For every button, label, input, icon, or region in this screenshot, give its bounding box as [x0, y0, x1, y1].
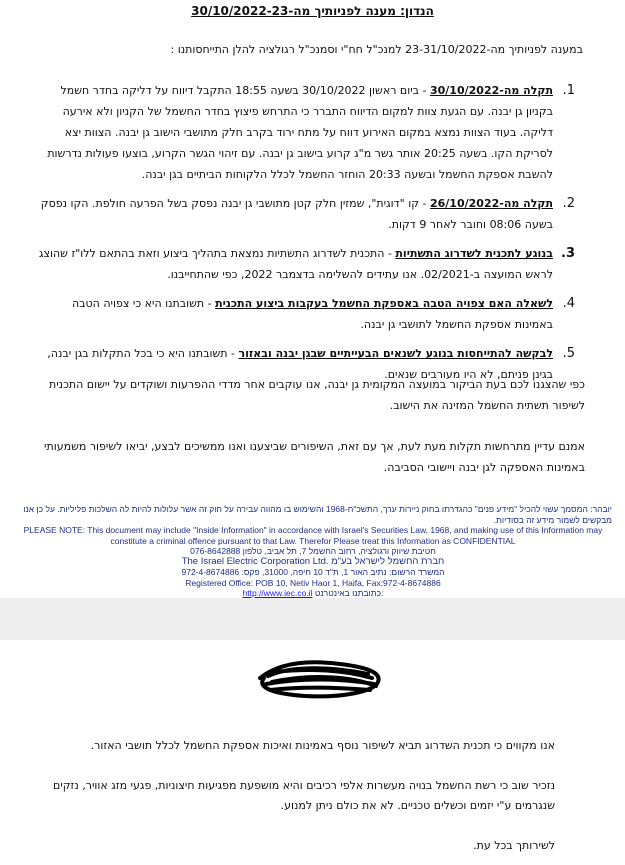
intro-paragraph: במענה לפניותיך מה-23-31/10/2022 למנכ"ל חח"י וסמנכ"ל רגולציה להלן התייחסותנו :	[170, 43, 583, 56]
page-separator	[0, 598, 625, 640]
footer-department: חטיבת שיווק ורגולציה, רחוב החשמל 7, תל אביב, טלפון 076-8642888	[190, 546, 436, 556]
page2-signoff: לשירותך בכל עת.	[473, 839, 555, 852]
item-heading: תקלה מה-26/10/2022	[429, 197, 553, 210]
letter-subject: הנדון: מענה לפניותיך מה-30/10/2022-23	[191, 4, 434, 18]
footer-disclaimer-english: PLEASE NOTE: This document may include "Inside Information" in accordance with Israel's Securities Law, 1968, and making use of this Information may constitute a criminal offence pursuant to that Law. Therefor Please treat this Information as CONFIDENTIAL	[23, 525, 603, 546]
item-text: - התכנית לשדרוג התשתיות נמצאת בתהליך ביצוע וזאת בהתאם ללו"ז שהוצג לראש המועצה ב-02/2021. אנו עתידים להשלימה בדצמבר 2022, כפי שהתחייבנו.	[38, 247, 553, 281]
list-item	[35, 293, 575, 335]
website-label: כתובתנו באינטרנט:	[314, 588, 384, 598]
item-number: 5.	[562, 346, 575, 361]
item-text: - תשובתנו היא כי בכל התקלות בגן יבנה, בגינן פניתם, לא היו מעורבים שנאים.	[47, 347, 553, 381]
page2-paragraph-1: אנו מקווים כי תכנית השדרוג תביא לשיפור נוסף באמינות ואיכות אספקת החשמל לכלל תושבי האזור.	[90, 739, 555, 752]
item-number: 2.	[562, 196, 575, 211]
item-text: - תשובתנו היא כי צפויה הטבה באמינות אספקת החשמל לתושבי גן יבנה.	[71, 297, 553, 331]
closing-paragraph-2: אמנם עדיין מתרחשות תקלות מעת לעת, אך עם זאת, השיפורים שביצענו ואנו ממשיכים לבצע, יביאו לשיפור משמעותי באמינות האספקה לגן יבנה ויישובי הסביבה.	[44, 440, 585, 474]
website-link[interactable]: http://www.iec.co.il	[242, 588, 313, 598]
item-heading: תקלה מה-30/10/2022	[429, 84, 553, 97]
footer-registered-english: Registered Office: POB 10, Netiv Haor 1, Haifa, Fax:972-4-8674886	[185, 577, 441, 588]
item-text: - ביום ראשון 30/10/2022 בשעה 18:55 התקבל דיווח על דליקה בחדר חשמל בקניון גן יבנה. עם הגעת צוות למקום הדיווח התברר כי התרחש פיצוץ בחדר החשמל של הקניון ולא אירעה דליקה. בעוד הצוות נמצא במקום האירוע דווח על מתח ירוד בקרב חלק מתושבי הישוב גן יבנה. הצוות יצא לסריקת הקו. בשעה 20:25 אותר גשר מ"ג קרוע בישוב גן יבנה. עם זיהוי הגשר הקרוע, בוצעו פעולות נדרשות להשבת אספקת החשמל ובשעה 20:33 הוחזר החשמל לכלל הלקוחות הביתיים בגן יבנה.	[47, 84, 553, 181]
item-heading: לבקשה להתייחסות בנוגע לשנאים הבעייתיים שבגן יבנה ובאזור	[238, 347, 553, 360]
footer-website	[14, 588, 612, 599]
page2-paragraph-2: נזכיר שוב כי רשת החשמל בנויה מעשרות אלפי רכיבים והיא מושפעת מפגיעות חיצוניות, פגעי מזג אוויר, נזקים שנגרמים ע"י יזמים וכשלים טכניים. לא את כולם ניתן למנוע.	[52, 779, 555, 812]
list-item	[35, 193, 575, 235]
list-item	[35, 80, 575, 185]
closing-paragraph-1: כפי שהצגנו לכם בעת הביקור במועצה המקומית גן יבנה, אנו עוקבים אחר מדדי ההפרעות ושוקדים על יישום התכנית לשיפור תשתית החשמל המזינה את הישוב.	[48, 378, 585, 412]
item-number: 1.	[562, 83, 575, 98]
response-list	[35, 80, 575, 393]
footer-disclaimer-hebrew: יובהר: המסמך עשוי להכיל "מידע פנים" כהגדרתו בחוק ניירות ערך, התשכ"ח-1968 והשימוש בו מהווה עבירה על חוק זה אשר עלולות להיות לה השלכות פליליות. על כן אנו מבקשים לשמור מידע זה בסודיות.	[23, 504, 612, 525]
item-heading: לשאלה האם צפויה הטבה באספקת החשמל בעקבות ביצוע התכנית	[215, 297, 553, 310]
item-number: 4.	[562, 296, 575, 311]
letter-footer	[14, 504, 612, 599]
list-item	[35, 243, 575, 285]
item-text: - קו "דוגית", שמזין חלק קטן מתושבי גן יבנה נפסק בשל הפרעה חולפת. הקו נפסק בשעה 08:06 וחובר לאחר 9 דקות.	[40, 197, 553, 231]
footer-registered-hebrew: המשרד הרשום: נתיב האור 1, ת"ד 10 חיפה, 31000, פקס: 972-4-8674886	[181, 567, 445, 577]
redaction-scribble	[250, 656, 390, 702]
item-number: 3.	[561, 246, 575, 261]
footer-company-name: The Israel Electric Corporation Ltd. חברת החשמל לישראל בע"מ	[181, 555, 445, 567]
item-heading: בנוגע לתכנית לשדרוג התשתיות	[395, 247, 553, 260]
